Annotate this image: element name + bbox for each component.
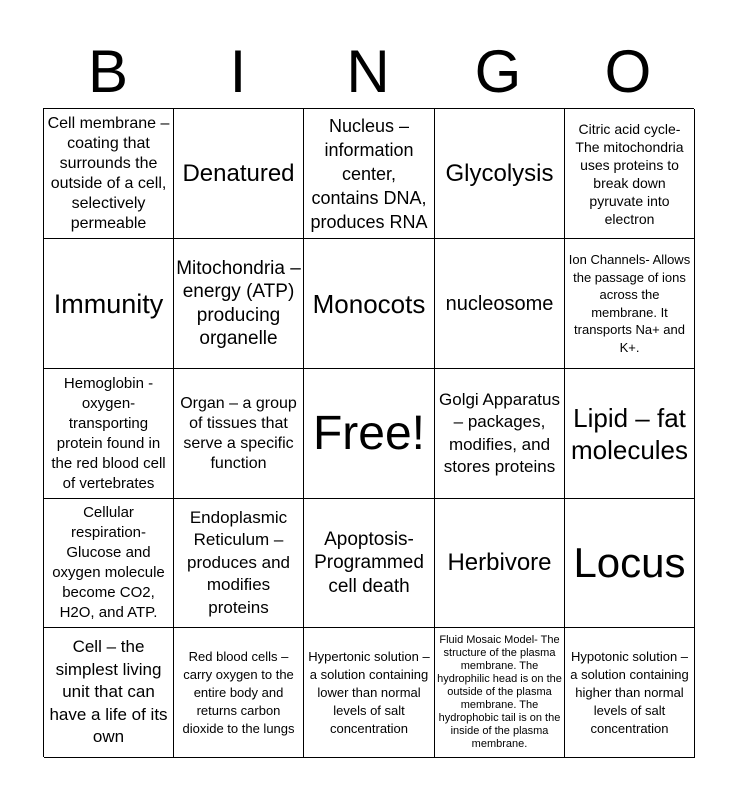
cell-text: Golgi Apparatus – packages, modifies, and stores proteins [439, 389, 560, 476]
bingo-cell[interactable] [304, 628, 435, 758]
bingo-cell[interactable] [565, 369, 695, 499]
cell-text: Cell – the simplest living unit that can have a life of its own [49, 637, 168, 747]
bingo-cell[interactable] [435, 239, 565, 369]
free-space-text: Free! [312, 406, 426, 460]
cell-text: Cell membrane – coating that surrounds the outside of a cell, selectively permeable [47, 114, 170, 232]
bingo-cell[interactable] [565, 628, 695, 758]
cell-text: Herbivore [447, 549, 552, 576]
cell-text: Mitochondria – energy (ATP) producing organelle [176, 257, 301, 349]
cell-text: Hypotonic solution – a solution containing higher than normal levels of salt concentration [570, 648, 689, 736]
bingo-cell[interactable] [435, 628, 565, 758]
cell-text: Lipid – fat molecules [570, 402, 689, 465]
cell-text: Locus [573, 539, 686, 586]
cell-text: Citric acid cycle- The mitochondria uses proteins to break down pyruvate into electron [575, 120, 684, 227]
cell-text: Organ – a group of tissues that serve a specific function [180, 394, 297, 472]
bingo-cell[interactable] [304, 499, 435, 628]
header-letter-i: I [229, 38, 247, 105]
cell-text: Hemoglobin - oxygen-transporting protein found in the red blood cell of vertebrates [51, 374, 166, 492]
bingo-cell[interactable] [435, 369, 565, 499]
header-letter-n: N [346, 38, 390, 105]
bingo-cell[interactable] [44, 369, 174, 499]
bingo-cell[interactable] [435, 499, 565, 628]
free-space[interactable] [304, 369, 435, 499]
cell-text: Red blood cells – carry oxygen to the entire body and returns carbon dioxide to the lungs [182, 648, 295, 736]
bingo-board [43, 108, 694, 757]
cell-text: Apoptosis- Programmed cell death [314, 528, 424, 597]
bingo-cell[interactable] [174, 109, 304, 239]
header-letter-o: O [604, 38, 652, 105]
bingo-cell[interactable] [44, 239, 174, 369]
bingo-cell[interactable] [304, 109, 435, 239]
cell-text: Fluid Mosaic Model- The structure of the plasma membrane. The hydrophilic head is on the outside of the plasma membrane. The hydrophobic tail is on the inside of the plasma membrane. [437, 634, 562, 750]
bingo-cell[interactable] [174, 499, 304, 628]
header-letter-g: G [474, 38, 522, 105]
cell-text: nucleosome [445, 292, 554, 315]
bingo-cell[interactable] [565, 239, 695, 369]
bingo-cell[interactable] [435, 109, 565, 239]
cell-text: Nucleus – information center, contains DNA, produces RNA [310, 115, 428, 232]
cell-text: Hypertonic solution – a solution containing lower than normal levels of salt concentration [308, 648, 430, 736]
cell-text: Endoplasmic Reticulum – produces and modifies proteins [186, 507, 291, 617]
bingo-cell[interactable] [304, 239, 435, 369]
header-letter-b: B [87, 38, 129, 105]
bingo-cell[interactable] [565, 499, 695, 628]
cell-text: Denatured [182, 159, 295, 187]
bingo-cell[interactable] [174, 369, 304, 499]
cell-text: Cellular respiration- Glucose and oxygen molecule become CO2, H2O, and ATP. [52, 504, 165, 621]
bingo-cell[interactable] [174, 628, 304, 758]
cell-text: Ion Channels- Allows the passage of ions across the membrane. It transports Na+ and K+. [568, 252, 691, 355]
bingo-cell[interactable] [44, 499, 174, 628]
bingo-cell[interactable] [565, 109, 695, 239]
cell-text: Glycolysis [445, 159, 554, 187]
bingo-cell[interactable] [44, 109, 174, 239]
cell-text: Immunity [53, 288, 164, 319]
bingo-header [43, 36, 693, 108]
cell-text: Monocots [312, 288, 426, 319]
bingo-cell[interactable] [44, 628, 174, 758]
bingo-cell[interactable] [174, 239, 304, 369]
